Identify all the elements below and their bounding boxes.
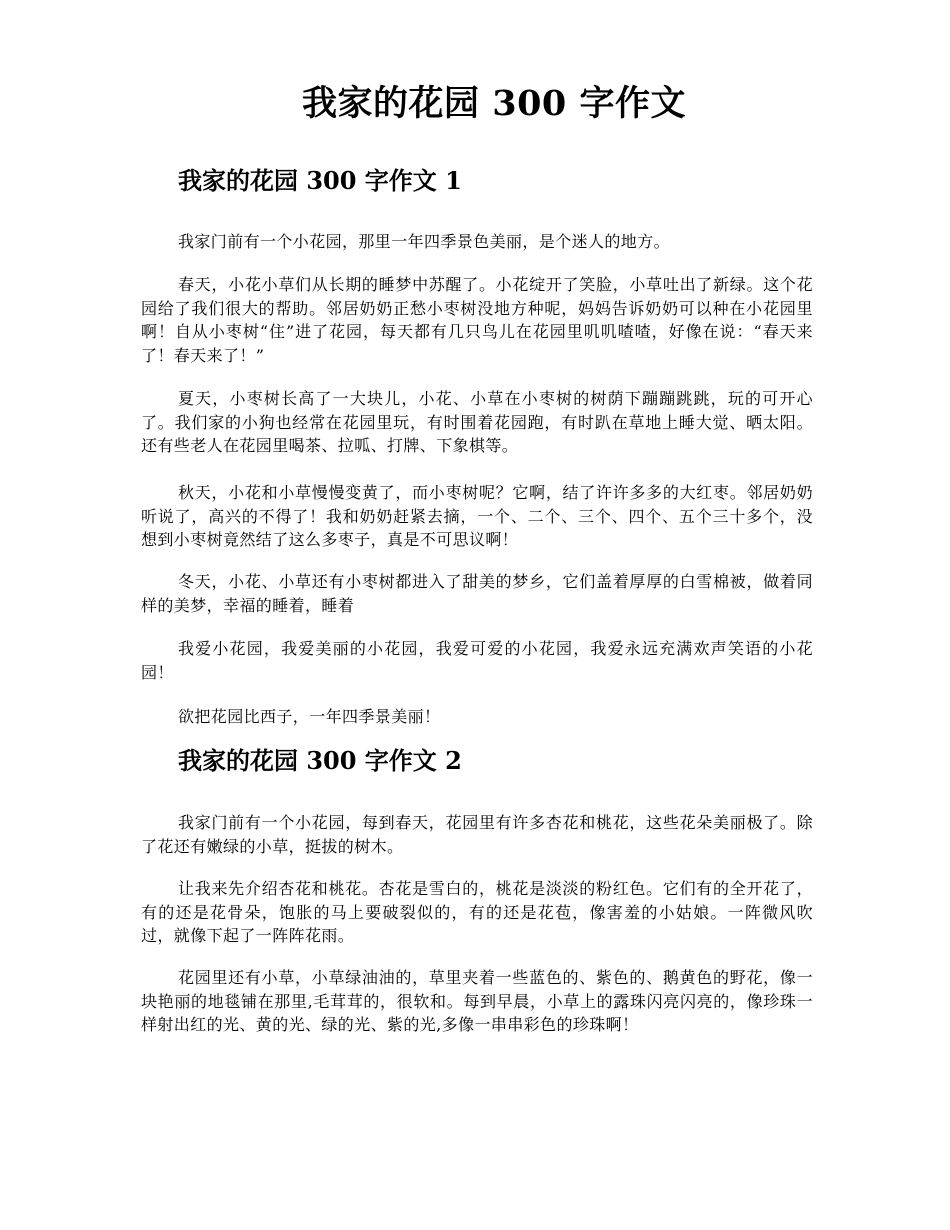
essay-1-paragraph-6: 我爱小花园，我爱美丽的小花园，我爱可爱的小花园，我爱永远充满欢声笑语的小花园！ <box>141 639 813 682</box>
essay-1-paragraph-1: 我家门前有一个小花园，那里一年四季景色美丽，是个迷人的地方。 <box>178 232 671 251</box>
essay-1-paragraph-4: 秋天，小花和小草慢慢变黄了，而小枣树呢？它啊，结了许许多多的大红枣。邻居奶奶听说了，高兴的不得了！我和奶奶赶紧去摘，一个、二个、三个、四个、五个三十多个，没想到小枣树竟然结了这么多枣子，真是不可思议啊！ <box>141 483 813 549</box>
essay-1-paragraph-5: 冬天，小花、小草还有小枣树都进入了甜美的梦乡，它们盖着厚厚的白雪棉被，做着同样的美梦，幸福的睡着，睡着 <box>141 572 813 615</box>
essay-1-paragraph-7: 欲把花园比西子，一年四季景美丽！ <box>178 707 441 726</box>
essay-2-paragraph-2: 让我来先介绍杏花和桃花。杏花是雪白的，桃花是淡淡的粉红色。它们有的全开花了，有的还是花骨朵，饱胀的马上要破裂似的，有的还是花苞，像害羞的小姑娘。一阵微风吹过，就像下起了一阵阵花雨。 <box>141 879 813 945</box>
essay-1-paragraph-3: 夏天，小枣树长高了一大块儿，小花、小草在小枣树的树荫下蹦蹦跳跳，玩的可开心了。我们家的小狗也经常在花园里玩，有时围着花园跑，有时趴在草地上睡大觉、晒太阳。还有些老人在花园里喝茶、拉呱、打牌、下象棋等。 <box>141 389 813 455</box>
document-title: 我家的花园 300 字作文 <box>302 83 686 124</box>
essay-1-paragraph-2: 春天，小花小草们从长期的睡梦中苏醒了。小花绽开了笑脸，小草吐出了新绿。这个花园给了我们很大的帮助。邻居奶奶正愁小枣树没地方种呢，妈妈告诉奶奶可以种在小花园里啊！自从小枣树“住”进了花园，每天都有几只鸟儿在花园里叽叽喳喳，好像在说：“春天来了！春天来了！” <box>141 275 813 365</box>
essay-2-paragraph-3: 花园里还有小草，小草绿油油的，草里夹着一些蓝色的、紫色的、鹅黄色的野花，像一块艳丽的地毯铺在那里,毛茸茸的，很软和。每到早晨，小草上的露珠闪亮闪亮的，像珍珠一样射出红的光、黄的光、绿的光、紫的光,多像一串串彩色的珍珠啊！ <box>141 968 813 1034</box>
essay-2-heading: 我家的花园 300 字作文 2 <box>178 746 462 775</box>
essay-2-paragraph-1: 我家门前有一个小花园，每到春天，花园里有许多杏花和桃花，这些花朵美丽极了。除了花还有嫩绿的小草，挺拔的树木。 <box>141 813 813 856</box>
essay-1-heading: 我家的花园 300 字作文 1 <box>178 166 462 195</box>
